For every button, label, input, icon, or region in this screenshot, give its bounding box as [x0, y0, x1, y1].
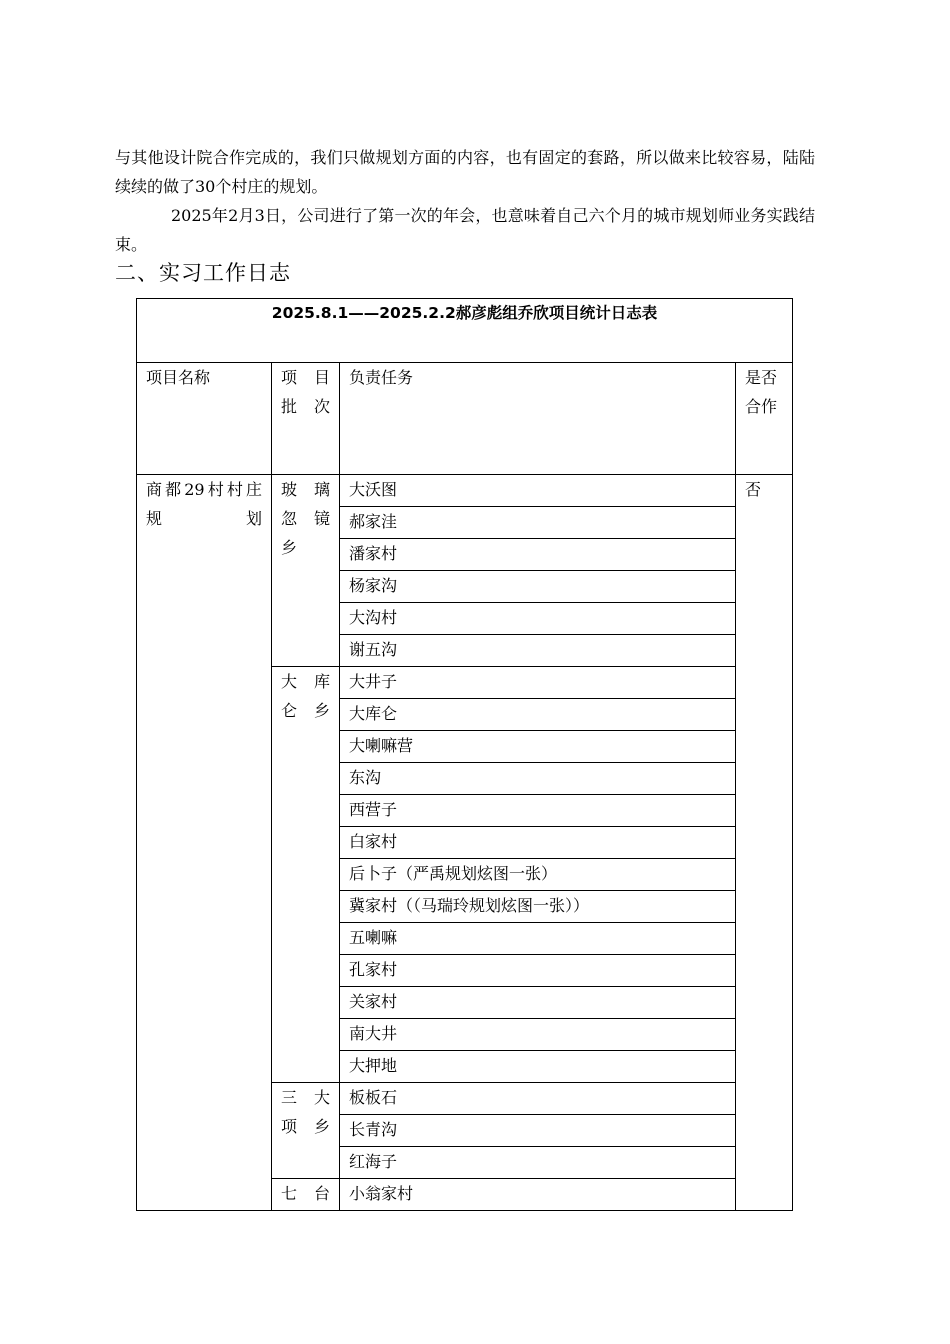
table-row: [137, 475, 793, 507]
task-cell: 白家村: [340, 827, 736, 859]
cooperation-cell: 否: [736, 475, 793, 1211]
task-cell: 长青沟: [340, 1115, 736, 1147]
task-cell: 大沟村: [340, 603, 736, 635]
table-title: 2025.8.1——2025.2.2郝彦彪组乔欣项目统计日志表: [137, 299, 793, 363]
batch-cell: 三 大 项乡: [272, 1083, 340, 1179]
project-log-table: [136, 298, 793, 1211]
task-cell: 郝家洼: [340, 507, 736, 539]
task-cell: 大喇嘛营: [340, 731, 736, 763]
task-cell: 板板石: [340, 1083, 736, 1115]
task-cell: 冀家村（（马瑞玲规划炫图一张））: [340, 891, 736, 923]
task-cell: 谢五沟: [340, 635, 736, 667]
header-cooperation: 是否合作: [736, 363, 793, 475]
batch-cell: 大 库 仑乡: [272, 667, 340, 1083]
header-batch: 项 目 批次: [272, 363, 340, 475]
task-cell: 五喇嘛: [340, 923, 736, 955]
task-cell: 小翁家村: [340, 1179, 736, 1211]
paragraph-annual-meeting: 2025年2月3日，公司进行了第一次的年会，也意味着自己六个月的城市规划师业务实践结束。: [115, 206, 815, 254]
header-project-name: 项目名称: [137, 363, 272, 475]
batch-cell: 玻 璃 忽 镜 乡: [272, 475, 340, 667]
task-cell: 南大井: [340, 1019, 736, 1051]
table-header-row: [137, 363, 793, 475]
task-cell: 东沟: [340, 763, 736, 795]
task-cell: 关家村: [340, 987, 736, 1019]
task-cell: 大井子: [340, 667, 736, 699]
section-heading: 二、实习工作日志: [115, 261, 291, 285]
project-name-cell: 商都29村村庄规划: [137, 475, 272, 1211]
task-cell: 潘家村: [340, 539, 736, 571]
task-cell: 西营子: [340, 795, 736, 827]
task-cell: 后卜子（严禹规划炫图一张）: [340, 859, 736, 891]
task-cell: 杨家沟: [340, 571, 736, 603]
task-cell: 大沃图: [340, 475, 736, 507]
task-cell: 孔家村: [340, 955, 736, 987]
paragraph-intro: 与其他设计院合作完成的，我们只做规划方面的内容，也有固定的套路，所以做来比较容易，陆陆续续的做了30个村庄的规划。: [115, 148, 815, 196]
task-cell: 大押地: [340, 1051, 736, 1083]
task-cell: 大库仑: [340, 699, 736, 731]
task-cell: 红海子: [340, 1147, 736, 1179]
header-task: 负责任务: [340, 363, 736, 475]
batch-cell: 七 台: [272, 1179, 340, 1211]
